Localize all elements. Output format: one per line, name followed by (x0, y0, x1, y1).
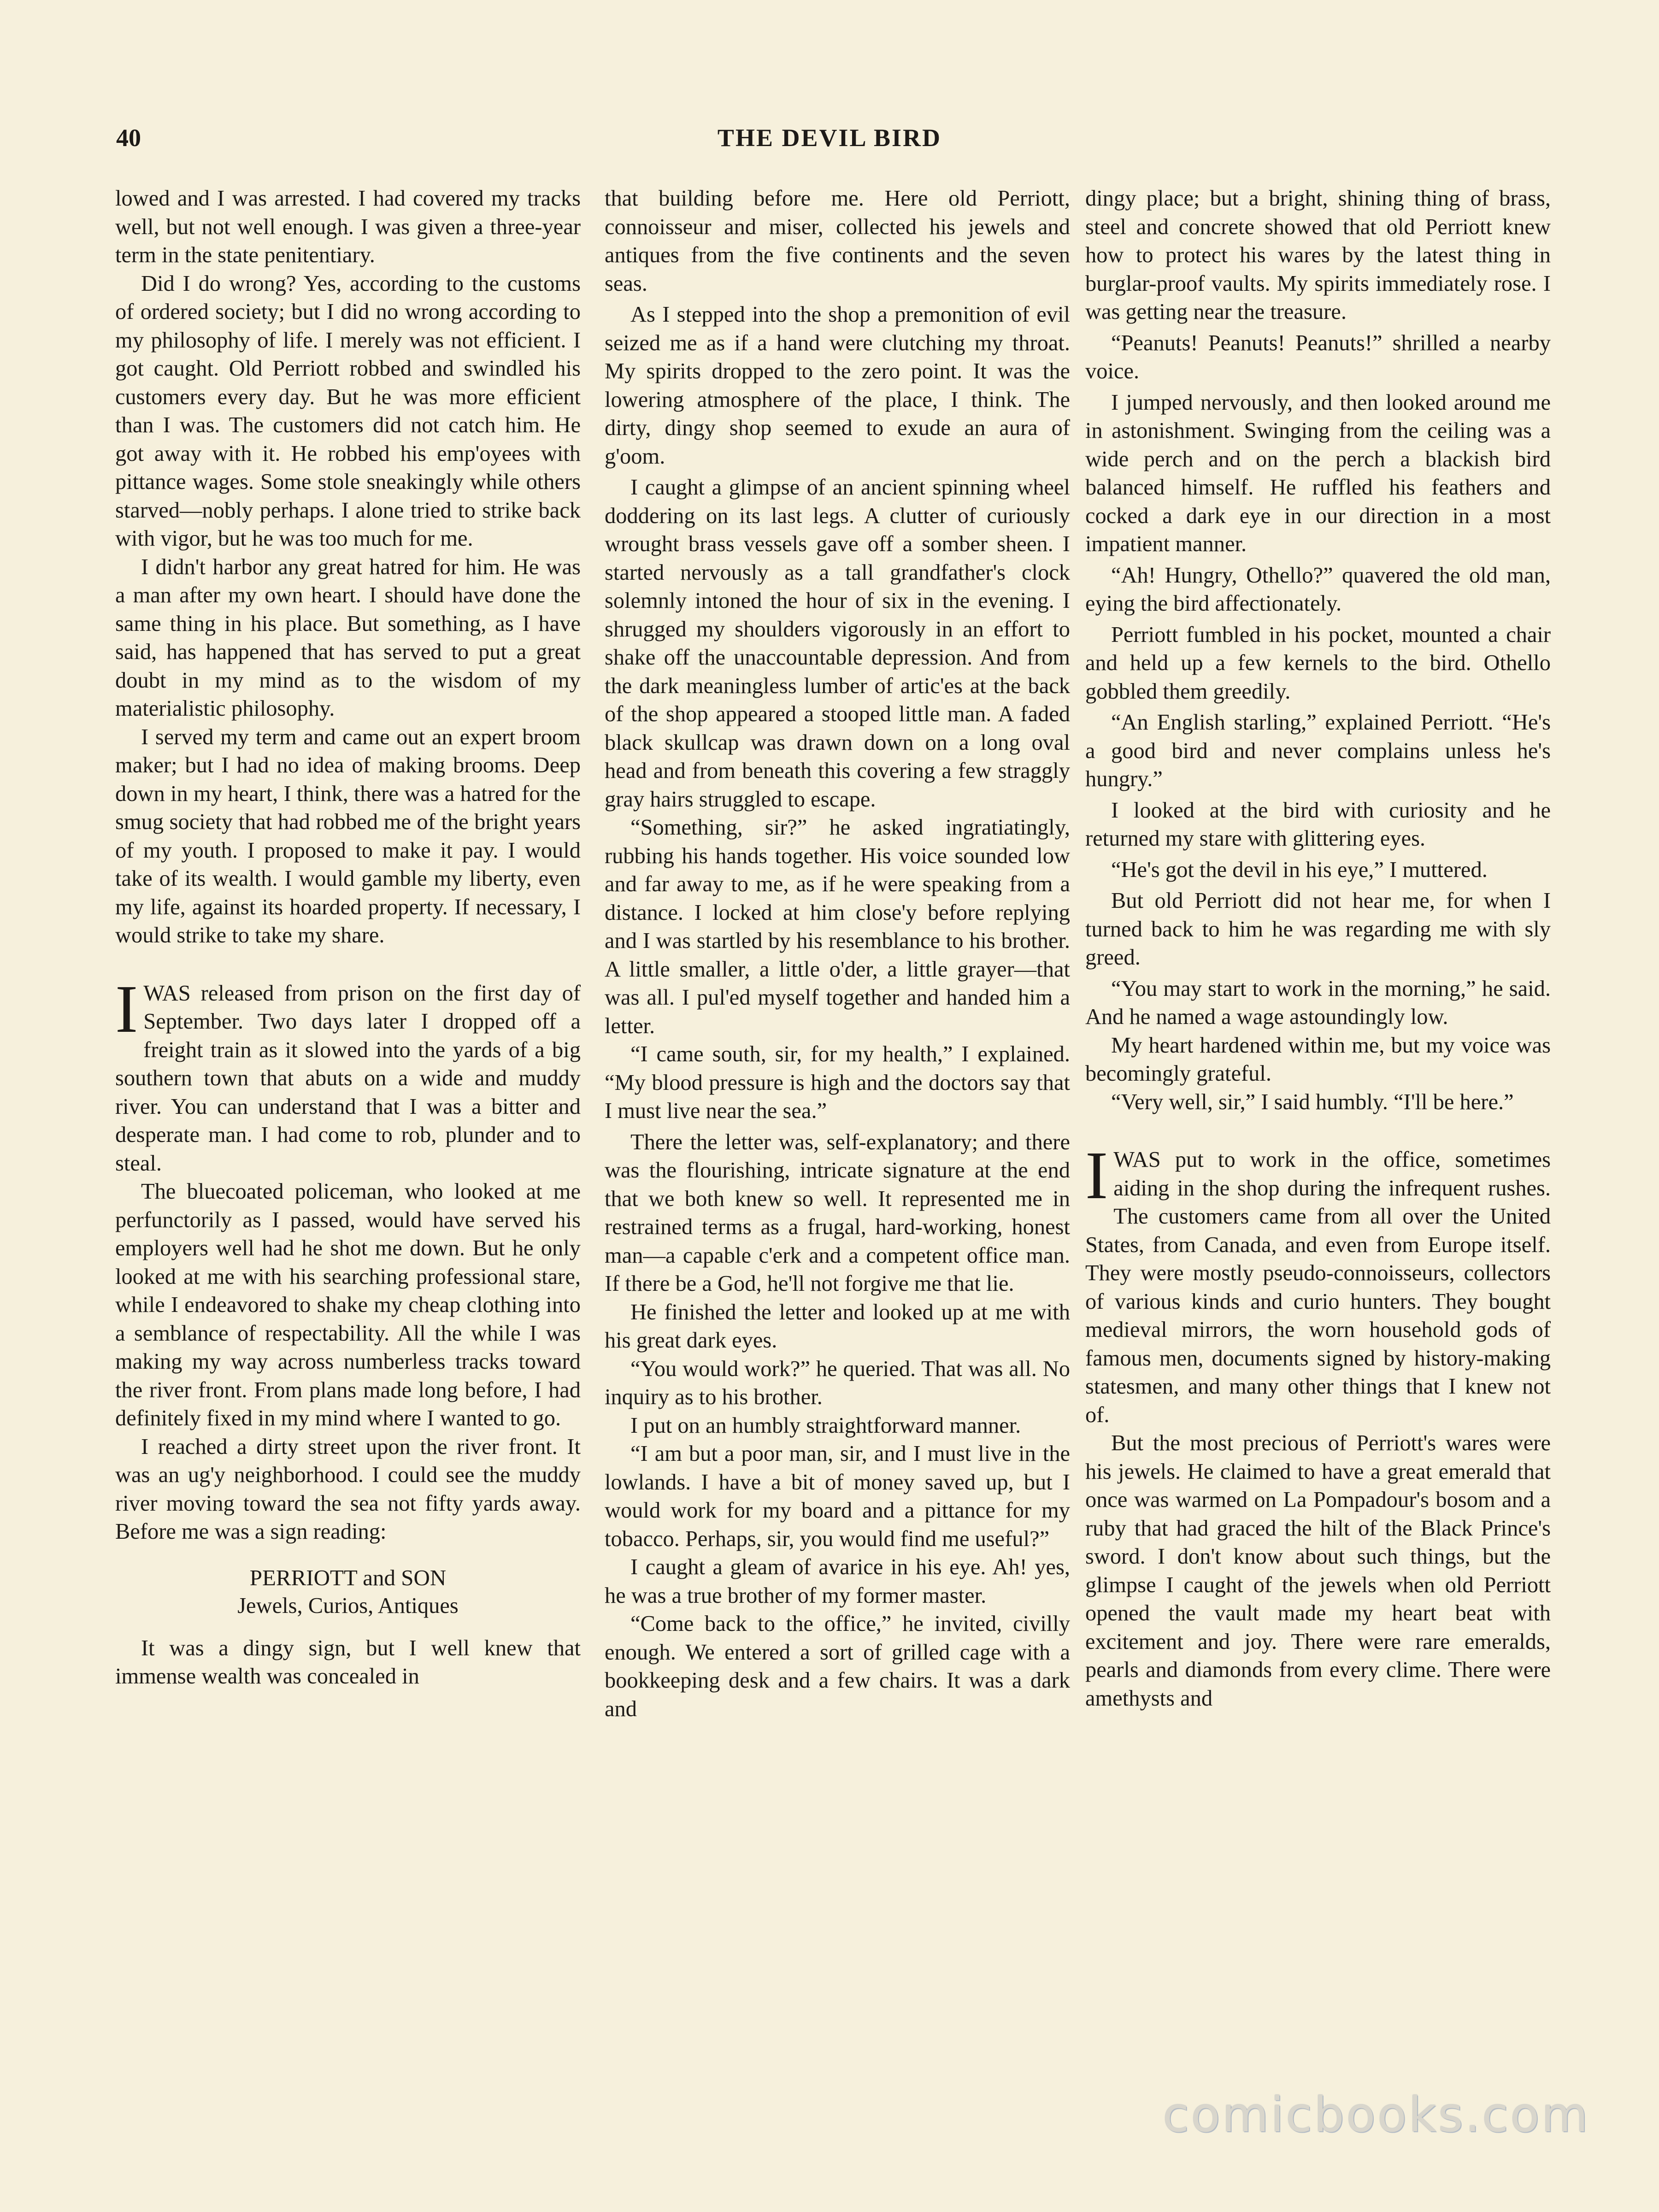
paragraph: He finished the letter and looked up at me with his great dark eyes. (605, 1300, 1070, 1353)
drop-cap: I (115, 971, 138, 1047)
section-opening-paragraph (1085, 1138, 1551, 1429)
paragraph-text: WAS released from prison on the first day of September. Two days later I dropped off a freight train as it slowed into the yards of a big southern town that abuts on a wide and muddy river. You can understand that I was a bitter and desperate man. I had come to rob, plunder and to steal. (115, 981, 581, 1176)
paragraph: I caught a glimpse of an ancient spinning wheel doddering on its last legs. A clutter of curiously wrought brass vessels gave off a somber sheen. I started nervously as a tall grandfather's clock solemnly intoned the hour of six in the evening. I shrugged my shoulders vigorously in an effort to shake off the unaccountable depression. And from the dark meaningless lumber of artic'es at the back of the shop appeared a stooped little man. A faded black skullcap was drawn down on a long oval head and from beneath this covering a few straggly gray hairs struggled to escape. (605, 475, 1070, 812)
paragraph: There the letter was, self-explanatory; and there was the flourishing, intricate signature at the end that we both knew so well. It represented me in restrained terms as a frugal, hard-working, honest man—a capable c'erk and a competent office man. If there be a God, he'll not forgive me that lie. (605, 1130, 1070, 1296)
paragraph: “Very well, sir,” I said humbly. “I'll be here.” (1111, 1089, 1514, 1114)
paragraph: It was a dingy sign, but I well knew that immense wealth was concealed in (115, 1635, 581, 1688)
paragraph: “You would work?” he queried. That was all. No inquiry as to his brother. (605, 1356, 1070, 1409)
paragraph: “He's got the devil in his eye,” I muttered. (1111, 857, 1488, 882)
text-column-2 (605, 184, 1070, 1723)
paragraph: I reached a dirty street upon the river front. It was an ug'y neighborhood. I could see the muddy river moving toward the sea not fifty yards away. Before me was a sign reading: (115, 1434, 581, 1544)
drop-cap: I (1085, 1138, 1108, 1213)
paragraph: I jumped nervously, and then looked around me in astonishment. Swinging from the ceiling was a wide perch and on the perch a blackish bird balanced himself. He ruffled his feathers and cocked a dark eye in our direction in a most impatient manner. (1085, 390, 1551, 556)
paragraph: My heart hardened within me, but my voice was becomingly grateful. (1085, 1033, 1551, 1086)
paragraph: I looked at the bird with curiosity and he returned my stare with glittering eyes. (1085, 798, 1551, 851)
section-opening-paragraph (115, 971, 581, 1178)
paragraph: I caught a gleam of avarice in his eye. Ah! yes, he was a true brother of my former master. (605, 1555, 1070, 1608)
paragraph: “Come back to the office,” he invited, civilly enough. We entered a sort of grilled cage with a bookkeeping desk and a few chairs. It was a dark and (605, 1612, 1070, 1721)
paragraph: “You may start to work in the morning,” he said. And he named a wage astoundingly low. (1085, 976, 1551, 1029)
paragraph: “Something, sir?” he asked ingratiatingly, rubbing his hands together. His voice sounded low and far away to me, as if he were speaking from a distance. I locked at him close'y before replying and I was startled by his resemblance to his brother. A little smaller, a little o'der, a little grayer—that was all. I pul'ed myself together and handed him a letter. (605, 815, 1070, 1038)
paragraph: The bluecoated policeman, who looked at me perfunctorily as I passed, would have served his employers well had he shot me down. But he only looked at me with his searching professional stare, while I endeavored to shake my cheap clothing into a semblance of respectability. All the while I was making my way across numberless tracks toward the river front. From plans made long before, I had definitely fixed in my mind where I wanted to go. (115, 1179, 581, 1430)
paragraph: “I came south, sir, for my health,” I explained. “My blood pressure is high and the doctors say that I must live near the sea.” (605, 1042, 1070, 1123)
page-header (0, 124, 1659, 160)
paragraph: I served my term and came out an expert broom maker; but I had no idea of making brooms. Deep down in my heart, I think, there was a hatred for the smug society that had robbed me of the bright years of my youth. I proposed to make it pay. I would take of its wealth. I would gamble my liberty, even my life, against its hoarded property. If necessary, I would strike to take my share. (115, 724, 581, 947)
paragraph: dingy place; but a bright, shining thing of brass, steel and concrete showed that old Perriott knew how to protect his wares by the latest thing in burglar-proof vaults. My spirits immediately rose. I was getting near the treasure. (1085, 186, 1551, 324)
shop-sign (115, 1564, 581, 1620)
paragraph: lowed and I was arrested. I had covered my tracks well, but not well enough. I was given a three-year term in the state penitentiary. (115, 186, 581, 267)
site-watermark: comicbooks.com (1162, 2087, 1590, 2143)
paragraph: As I stepped into the shop a premonition of evil seized me as if a hand were clutching my throat. My spirits dropped to the zero point. It was the lowering atmosphere of the place, I think. The dirty, dingy shop seemed to exude an aura of g'oom. (605, 302, 1070, 469)
text-column-1 (115, 184, 581, 1691)
paragraph: that building before me. Here old Perriott, connoisseur and miser, collected his jewels and antiques from the five continents and the seven seas. (605, 186, 1070, 296)
paragraph: But the most precious of Perriott's wares were his jewels. He claimed to have a great emerald that once was warmed on La Pompadour's bosom and a ruby that had graced the hilt of the Black Prince's sword. I don't know about such things, but the glimpse I caught of the jewels when old Perriott opened the vault made my heart beat with excitement and joy. There were rare emeralds, pearls and diamonds from every clime. There were amethysts and (1085, 1431, 1551, 1711)
paragraph: I didn't harbor any great hatred for him. He was a man after my own heart. I should have done the same thing in his place. But something, as I have said, has happened that has served to put a great doubt in my mind as to the wisdom of my materialistic philosophy. (115, 554, 581, 721)
page-number: 40 (116, 124, 141, 152)
paragraph: “An English starling,” explained Perriott. “He's a good bird and never complains unless he's hungry.” (1085, 710, 1551, 791)
running-title: THE DEVIL BIRD (717, 124, 942, 152)
text-column-3 (1085, 184, 1551, 1712)
paragraph: “Ah! Hungry, Othello?” quavered the old man, eying the bird affectionately. (1085, 563, 1551, 616)
sign-line-1: PERRIOTT and SON (249, 1565, 447, 1590)
paragraph: “Peanuts! Peanuts! Peanuts!” shrilled a nearby voice. (1085, 330, 1551, 383)
paragraph-text: WAS put to work in the office, sometimes aiding in the shop during the infrequent rushes. The customers came from all over the United States, from Canada, and even from Europe itself. They were mostly pseudo-connoisseurs, collectors of various kinds and curio hunters. They bought medieval mirrors, the worn household gods of famous men, documents signed by history-making statesmen, and many other things that I knew not of. (1085, 1147, 1551, 1427)
paragraph: “I am but a poor man, sir, and I must live in the lowlands. I have a bit of money saved up, but I would work for my board and a pittance for my tobacco. Perhaps, sir, you would find me useful?” (605, 1441, 1070, 1551)
paragraph: I put on an humbly straightforward manner. (630, 1413, 1021, 1438)
paragraph: But old Perriott did not hear me, for when I turned back to him he was regarding me with sly greed. (1085, 888, 1551, 970)
paragraph: Did I do wrong? Yes, according to the customs of ordered society; but I did no wrong according to my philosophy of life. I merely was not efficient. I got caught. Old Perriott robbed and swindled his customers every day. But he was more efficient than I was. The customers did not catch him. He got away with it. He robbed his emp'oyees with pittance wages. Some stole sneakingly while others starved—nobly perhaps. I alone tried to strike back with vigor, but he was too much for me. (115, 271, 581, 551)
sign-line-2: Jewels, Curios, Antiques (237, 1594, 459, 1618)
paragraph: Perriott fumbled in his pocket, mounted a chair and held up a few kernels to the bird. Othello gobbled them greedily. (1085, 622, 1551, 704)
